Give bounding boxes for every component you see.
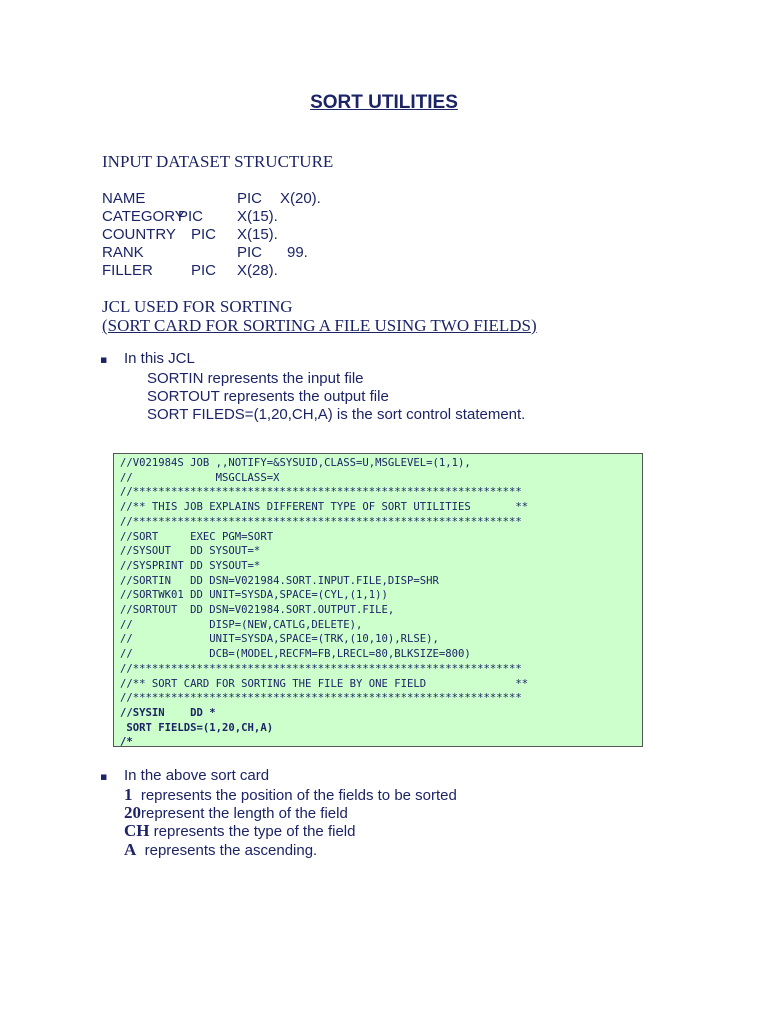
code-line: // DISP=(NEW,CATLG,DELETE),	[120, 618, 363, 631]
jcl-code-block	[113, 453, 643, 747]
sort-card-bullet-intro: In the above sort card	[124, 767, 270, 784]
code-line: // UNIT=SYSDA,SPACE=(TRK,(10,10),RLSE),	[120, 633, 439, 646]
code-line: //*************************************************************	[120, 662, 522, 675]
code-line: //SORT EXEC PGM=SORT	[120, 530, 274, 543]
sort-card-item: 1 represents the position of the fields to be sorted	[124, 785, 457, 804]
field-row: RANK PIC 99.	[102, 244, 308, 261]
code-line-bold: /*	[120, 736, 133, 747]
page-title: SORT UTILITIES	[310, 92, 458, 113]
bullet-icon: ▪	[100, 353, 108, 366]
code-line: // MSGCLASS=X	[120, 471, 280, 484]
jcl-bullet-line: SORTOUT represents the output file	[147, 388, 389, 405]
jcl-subheading: (SORT CARD FOR SORTING A FILE USING TWO FIELDS)	[102, 316, 537, 335]
code-line: //V021984S JOB ,,NOTIFY=&SYSUID,CLASS=U,MSGLEVEL=(1,1),	[120, 457, 471, 469]
input-heading: INPUT DATASET STRUCTURE	[102, 152, 334, 171]
sort-card-item: A represents the ascending.	[124, 840, 318, 859]
field-row: FILLER PIC X(28).	[102, 262, 278, 279]
code-line: //SORTOUT DD DSN=V021984.SORT.OUTPUT.FILE,	[120, 604, 395, 617]
code-line: //SYSPRINT DD SYSOUT=*	[120, 559, 261, 572]
field-row: NAME PIC X(20).	[102, 190, 321, 207]
jcl-bullet-line: SORTIN represents the input file	[147, 370, 364, 387]
code-line: //** SORT CARD FOR SORTING THE FILE BY ONE FIELD **	[120, 677, 529, 690]
code-line: //*************************************************************	[120, 692, 522, 705]
code-line-bold: //SYSIN DD *	[120, 706, 216, 719]
code-line: //*************************************************************	[120, 515, 522, 528]
jcl-bullet-line: SORT FILEDS=(1,20,CH,A) is the sort control statement.	[147, 406, 526, 423]
bullet-icon: ▪	[100, 770, 108, 783]
code-line: //SYSOUT DD SYSOUT=*	[120, 545, 261, 558]
code-line: //SORTIN DD DSN=V021984.SORT.INPUT.FILE,DISP=SHR	[120, 574, 439, 587]
field-row: COUNTRY PIC X(15).	[102, 226, 278, 243]
sort-card-item: 20represent the length of the field	[124, 803, 348, 822]
code-line-bold: SORT FIELDS=(1,20,CH,A)	[120, 721, 274, 734]
sort-card-item: CH represents the type of the field	[124, 821, 356, 840]
jcl-bullet-intro: In this JCL	[124, 350, 195, 367]
code-line: //*************************************************************	[120, 486, 522, 499]
field-row: CATEGORY PIC X(15).	[102, 208, 278, 225]
jcl-heading: JCL USED FOR SORTING	[102, 297, 293, 316]
code-line: // DCB=(MODEL,RECFM=FB,LRECL=80,BLKSIZE=800)	[120, 648, 471, 661]
code-line: //** THIS JOB EXPLAINS DIFFERENT TYPE OF SORT UTILITIES **	[120, 501, 529, 514]
code-line: //SORTWK01 DD UNIT=SYSDA,SPACE=(CYL,(1,1))	[120, 589, 388, 602]
